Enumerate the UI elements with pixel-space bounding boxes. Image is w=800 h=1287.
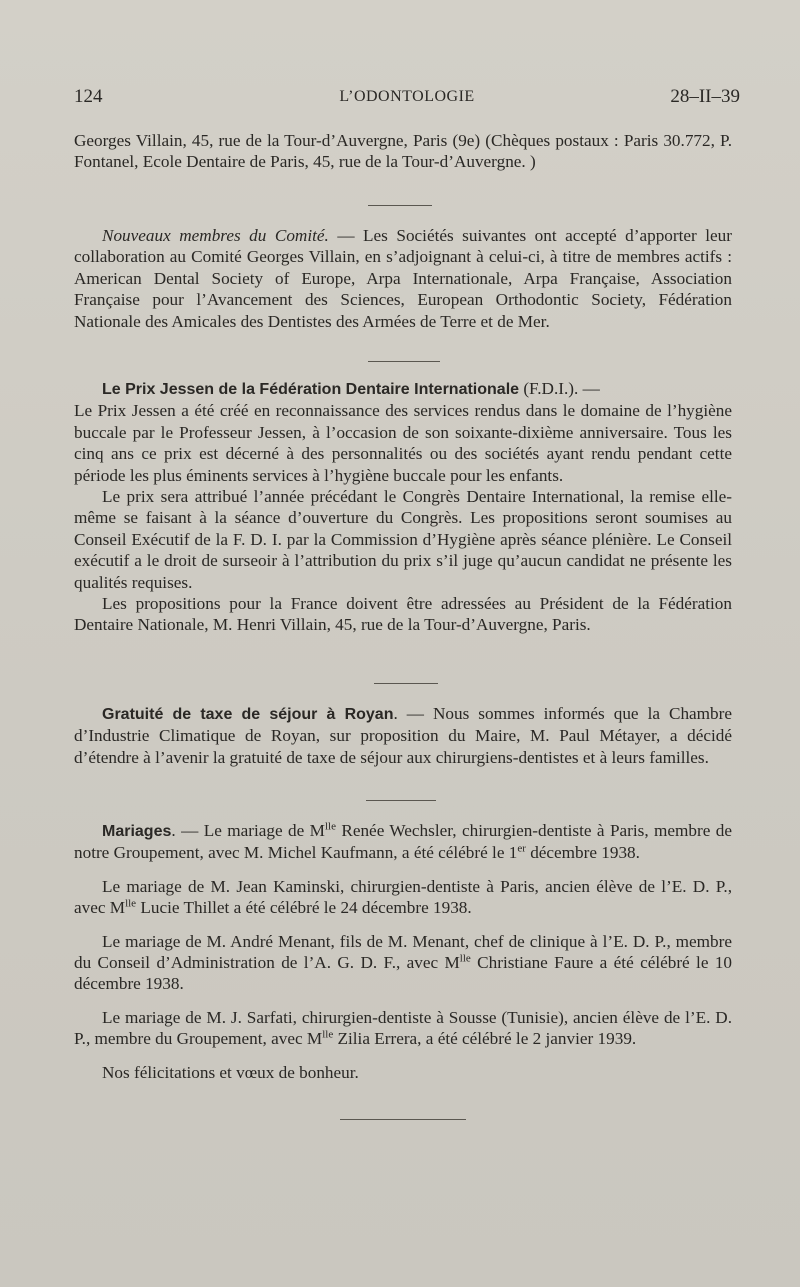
royan-heading: Gratuité de taxe de séjour à Royan (102, 706, 394, 723)
mariage-4-text-end: Zilia Errera, a été célébré le 2 janvier 1939. (333, 1029, 637, 1049)
royan-body: . — Nous sommes informés que la Chambre d’Industrie Climatique de Royan, sur proposition du Maire, M. Paul Métayer, a décidé d’étendre à l’avenir la gratuité de taxe de séjour aux chirurgiens-dentistes et à leurs familles. (74, 704, 732, 767)
jessen-section (74, 378, 732, 636)
section-divider (374, 683, 438, 684)
jessen-heading-suffix: (F.D.I.). — (519, 379, 600, 398)
mariage-1-text-end: décembre 1938. (525, 843, 640, 863)
comite-body: — Les Sociétés suivantes ont accepté d’apporter leur collaboration au Comité Georges Villain, en s’adjoignant à celui-ci, à titre de membres actifs : American Dental Society of Europe, Arpa Internationale, Arpa Française, Association Française pour l’Avancement des Sciences, European Orthodontic Society, Fédération Nationale des Amicales des Dentistes des Armées de Terre et de Mer. (74, 226, 732, 331)
mariage-3-text-end: Christiane Faure a été célébré le 10 décembre 1938. (74, 953, 733, 994)
jessen-paragraph-3: Les propositions pour la France doivent être adressées au Président de la Fédération Dentaire Nationale, M. Henri Villain, 45, rue de la Tour-d’Auvergne, Paris. (74, 594, 732, 635)
journal-title: L’ODONTOLOGIE (339, 88, 475, 105)
jessen-paragraph-2: Le prix sera attribué l’année précédant le Congrès Dentaire International, la remise elle-même se faisant à la séance d’ouverture du Congrès. Les propositions seront soumises au Conseil Exécutif de la F. D. I. par la Commission d’Hygiène après séance plénière. Le Conseil exécutif a le droit de surseoir à l’attribution du prix s’il juge qu’aucun candidat ne présente les qualités requises. (74, 487, 732, 592)
mariage-1-text-cont: Renée Wechsler, chirurgien-dentiste à Paris, membre de notre Groupement, avec M. Michel Kaufmann, a été célébré le 1 (74, 821, 732, 863)
ordinal-sup: er (517, 842, 526, 855)
royan-section (74, 703, 732, 768)
mariages-section (74, 820, 732, 1083)
mariage-2-text: Le mariage de M. Jean Kaminski, chirurgien-dentiste à Paris, ancien élève de l’E. D. P., avec M (74, 876, 732, 918)
comite-section (74, 225, 732, 332)
abbr-sup: lle (459, 952, 471, 965)
jessen-paragraph-1: Le Prix Jessen a été créé en reconnaissance des services rendus dans le domaine de l’hygiène buccale par le Professeur Jessen, à l’occasion de son soixante-dixième anniversaire. Tous les cinq ans ce prix est décerné à des personnalités ou des sociétés ayant rendu pendant cette période les plus éminents services à l’hygiène buccale pour les enfants. (74, 401, 732, 485)
page-number: 124 (74, 86, 103, 107)
mariage-4-text: Le mariage de M. J. Sarfati, chirurgien-dentiste à Sousse (Tunisie), ancien élève de l’E. D. P., membre du Groupement, avec M (74, 1007, 732, 1049)
intro-paragraph (74, 130, 732, 173)
comite-heading: Nouveaux membres du Comité. (102, 226, 329, 245)
end-divider (340, 1119, 466, 1120)
jessen-heading: Le Prix Jessen de la Fédération Dentaire Internationale (102, 381, 520, 398)
felicitations: Nos félicitations et vœux de bonheur. (102, 1062, 359, 1082)
mariage-3-text: Le mariage de M. André Menant, fils de M. Menant, chef de clinique à l’E. D. P., membre du Conseil d’Administration de l’A. G. D. F., avec M (74, 931, 732, 973)
issue-date: 28–II–39 (670, 86, 740, 107)
abbr-sup: lle (322, 1028, 334, 1041)
section-divider (368, 361, 440, 362)
section-divider (366, 800, 436, 801)
running-header (74, 86, 740, 112)
mariage-1-text: . — Le mariage de M (171, 821, 325, 840)
abbr-sup: lle (125, 897, 137, 910)
mariage-2-text-end: Lucie Thillet a été célébré le 24 décembre 1938. (136, 898, 472, 918)
section-divider (368, 205, 432, 206)
mariages-heading: Mariages (102, 823, 172, 840)
abbr-sup: lle (324, 820, 336, 833)
intro-text: Georges Villain, 45, rue de la Tour-d’Auvergne, Paris (9e) (Chèques postaux : Paris 30.772, P. Fontanel, Ecole Dentaire de Paris, 45, rue de la Tour-d’Auvergne. ) (74, 131, 732, 172)
